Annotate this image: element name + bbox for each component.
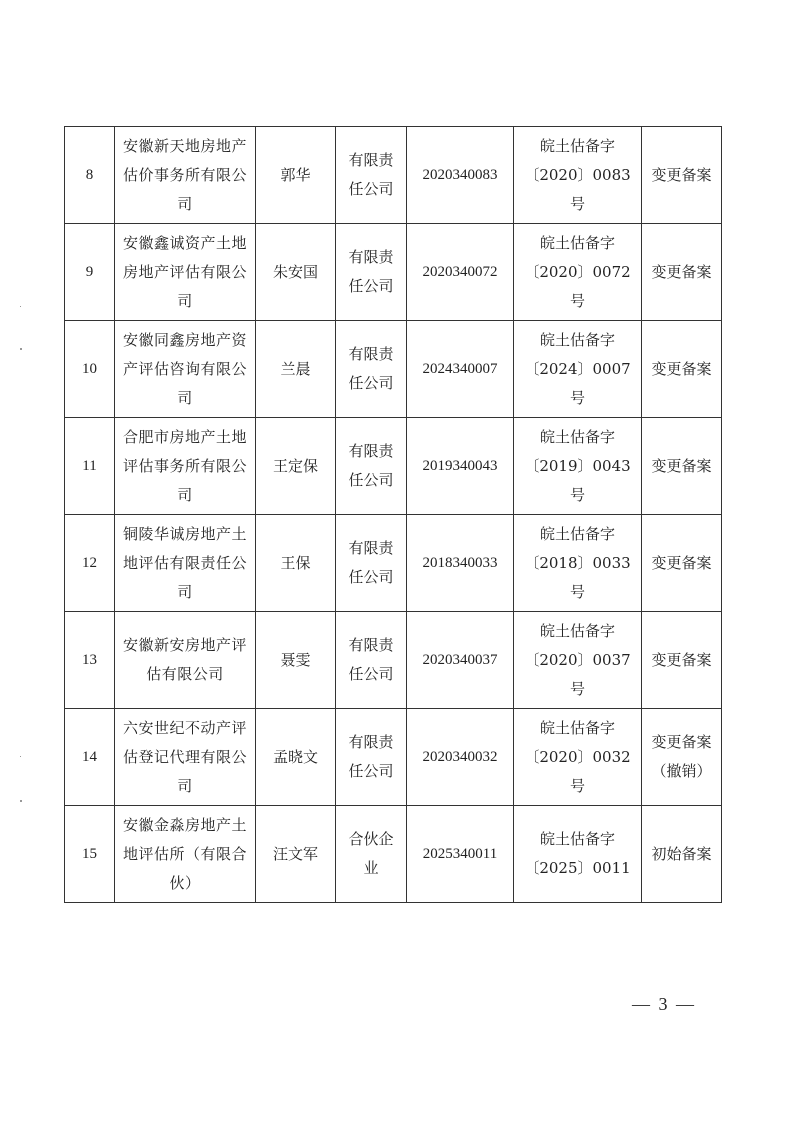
organization-type-cell-line: 任公司 [348, 180, 394, 198]
serial-number-cell: 9 [65, 224, 115, 321]
organization-type-cell [336, 709, 407, 806]
filing-status-cell [642, 127, 722, 224]
organization-type-cell-line: 业 [363, 859, 379, 877]
organization-type-cell-line: 有限责 [348, 151, 394, 169]
filing-number-cell-line: 皖土估备字 [539, 233, 615, 252]
filing-number-cell-line: 〔2025〕0011 [524, 859, 631, 877]
institution-name-cell-line: 安徽新安房地产评 [122, 636, 247, 654]
legal-representative-cell: 兰晨 [256, 321, 336, 418]
registration-code-cell: 2020340037 [407, 612, 514, 709]
organization-type-cell-line: 有限责 [348, 345, 394, 363]
institution-name-cell-line: 房地产评估有限公 [122, 262, 247, 281]
filing-status-cell-line: 变更备案 [651, 262, 712, 281]
organization-type-cell-line: 任公司 [348, 665, 394, 683]
institution-name-cell [115, 612, 256, 709]
filing-number-cell [514, 127, 642, 224]
institution-name-cell-line: 安徽新天地房地产 [122, 136, 247, 155]
filing-number-cell-line: 〔2020〕0037 号 [524, 650, 631, 698]
filing-number-cell-line: 〔2020〕0072 号 [524, 262, 631, 310]
legal-representative-cell: 王定保 [256, 418, 336, 515]
organization-type-cell [336, 418, 407, 515]
filing-status-cell-line: （撤销） [651, 762, 712, 780]
serial-number-cell: 13 [65, 612, 115, 709]
filing-status-cell [642, 806, 722, 903]
organization-type-cell-line: 任公司 [348, 471, 394, 489]
filing-number-cell [514, 612, 642, 709]
filing-status-cell-line: 变更备案 [651, 359, 712, 378]
registration-code-cell: 2020340032 [407, 709, 514, 806]
institution-name-cell-line: 产评估咨询有限公 [122, 359, 247, 378]
filing-status-cell [642, 612, 722, 709]
filing-number-cell-line: 〔2020〕0032 号 [524, 747, 631, 795]
institution-name-cell-line: 司 [177, 291, 193, 310]
organization-type-cell-line: 合伙企 [348, 830, 394, 848]
institution-name-cell-line: 估价事务所有限公 [122, 165, 247, 184]
filing-number-cell [514, 515, 642, 612]
organization-type-cell [336, 127, 407, 224]
institution-name-cell-line: 安徽同鑫房地产资 [122, 330, 247, 349]
table-row [65, 515, 722, 612]
filing-status-cell [642, 515, 722, 612]
organization-type-cell [336, 515, 407, 612]
legal-representative-cell: 王保 [256, 515, 336, 612]
institution-name-cell [115, 709, 256, 806]
legal-representative-cell: 郭华 [256, 127, 336, 224]
filing-number-cell-line: 皖土估备字 [539, 427, 615, 446]
serial-number-cell: 10 [65, 321, 115, 418]
institution-name-cell-line: 司 [177, 485, 193, 504]
institution-name-cell [115, 806, 256, 903]
filing-status-cell-line: 初始备案 [651, 844, 712, 863]
organization-type-cell-line: 有限责 [348, 733, 394, 751]
filing-number-cell-line: 〔2019〕0043 号 [524, 456, 631, 504]
filing-status-cell-line: 变更备案 [651, 553, 712, 572]
serial-number-cell: 14 [65, 709, 115, 806]
organization-type-cell-line: 任公司 [348, 762, 394, 780]
institution-name-cell [115, 127, 256, 224]
institution-name-cell-line: 司 [177, 582, 193, 601]
filing-status-cell [642, 709, 722, 806]
registration-code-cell: 2020340083 [407, 127, 514, 224]
appraisal-registry-table [64, 126, 722, 903]
institution-name-cell [115, 321, 256, 418]
institution-name-cell-line: 估有限公司 [146, 665, 224, 683]
registration-code-cell: 2024340007 [407, 321, 514, 418]
registration-code-cell: 2019340043 [407, 418, 514, 515]
filing-number-cell-line: 皖土估备字 [539, 621, 615, 640]
table-row [65, 224, 722, 321]
scan-mark [20, 306, 21, 307]
table-row [65, 612, 722, 709]
organization-type-cell-line: 有限责 [348, 248, 394, 266]
filing-number-cell-line: 皖土估备字 [539, 330, 615, 349]
filing-number-cell-line: 皖土估备字 [539, 718, 615, 737]
table-row [65, 321, 722, 418]
table-row [65, 709, 722, 806]
institution-name-cell [115, 418, 256, 515]
institution-name-cell-line: 司 [177, 194, 193, 213]
legal-representative-cell: 孟晓文 [256, 709, 336, 806]
legal-representative-cell: 聂雯 [256, 612, 336, 709]
organization-type-cell [336, 224, 407, 321]
institution-name-cell-line: 估登记代理有限公 [122, 747, 247, 766]
scan-mark [20, 756, 21, 757]
institution-name-cell-line: 合肥市房地产土地 [122, 427, 247, 446]
serial-number-cell: 11 [65, 418, 115, 515]
institution-name-cell [115, 224, 256, 321]
institution-name-cell-line: 司 [177, 776, 193, 795]
organization-type-cell [336, 806, 407, 903]
institution-name-cell-line: 六安世纪不动产评 [122, 718, 247, 737]
filing-status-cell [642, 321, 722, 418]
institution-name-cell-line: 安徽鑫诚资产土地 [122, 233, 247, 252]
institution-name-cell-line: 评估事务所有限公 [122, 456, 247, 475]
registration-code-cell: 2020340072 [407, 224, 514, 321]
registration-code-cell: 2025340011 [407, 806, 514, 903]
organization-type-cell-line: 有限责 [348, 442, 394, 460]
filing-number-cell [514, 418, 642, 515]
filing-number-cell-line: 〔2020〕0083 号 [524, 165, 631, 213]
page-number: — 3 — [632, 994, 696, 1014]
filing-status-cell-line: 变更备案 [651, 165, 712, 184]
filing-status-cell-line: 变更备案 [651, 456, 712, 475]
institution-name-cell-line: 司 [177, 388, 193, 407]
filing-number-cell [514, 806, 642, 903]
filing-number-cell [514, 321, 642, 418]
legal-representative-cell: 汪文军 [256, 806, 336, 903]
organization-type-cell-line: 任公司 [348, 374, 394, 392]
organization-type-cell-line: 有限责 [348, 539, 394, 557]
filing-number-cell-line: 〔2024〕0007 号 [524, 359, 631, 407]
institution-name-cell [115, 515, 256, 612]
organization-type-cell-line: 有限责 [348, 636, 394, 654]
filing-number-cell [514, 224, 642, 321]
filing-status-cell [642, 224, 722, 321]
filing-number-cell-line: 〔2018〕0033 号 [524, 553, 631, 601]
serial-number-cell: 8 [65, 127, 115, 224]
legal-representative-cell: 朱安国 [256, 224, 336, 321]
organization-type-cell-line: 任公司 [348, 277, 394, 295]
organization-type-cell-line: 任公司 [348, 568, 394, 586]
filing-status-cell-line: 变更备案 [651, 650, 712, 669]
table-row [65, 806, 722, 903]
table-row [65, 127, 722, 224]
registration-code-cell: 2018340033 [407, 515, 514, 612]
filing-number-cell-line: 皖土估备字 [539, 830, 615, 848]
filing-status-cell-line: 变更备案 [651, 733, 712, 751]
registry-body [65, 127, 722, 903]
table-row [65, 418, 722, 515]
organization-type-cell [336, 612, 407, 709]
institution-name-cell-line: 地评估所（有限合 [122, 844, 247, 863]
institution-name-cell-line: 安徽金淼房地产土 [122, 815, 247, 834]
institution-name-cell-line: 伙） [169, 873, 201, 892]
filing-status-cell [642, 418, 722, 515]
scan-mark [20, 800, 22, 802]
institution-name-cell-line: 铜陵华诚房地产土 [122, 524, 247, 543]
filing-number-cell-line: 皖土估备字 [539, 524, 615, 543]
organization-type-cell [336, 321, 407, 418]
serial-number-cell: 15 [65, 806, 115, 903]
filing-number-cell [514, 709, 642, 806]
scan-mark [20, 348, 22, 350]
filing-number-cell-line: 皖土估备字 [539, 136, 615, 155]
institution-name-cell-line: 地评估有限责任公 [122, 553, 247, 572]
serial-number-cell: 12 [65, 515, 115, 612]
